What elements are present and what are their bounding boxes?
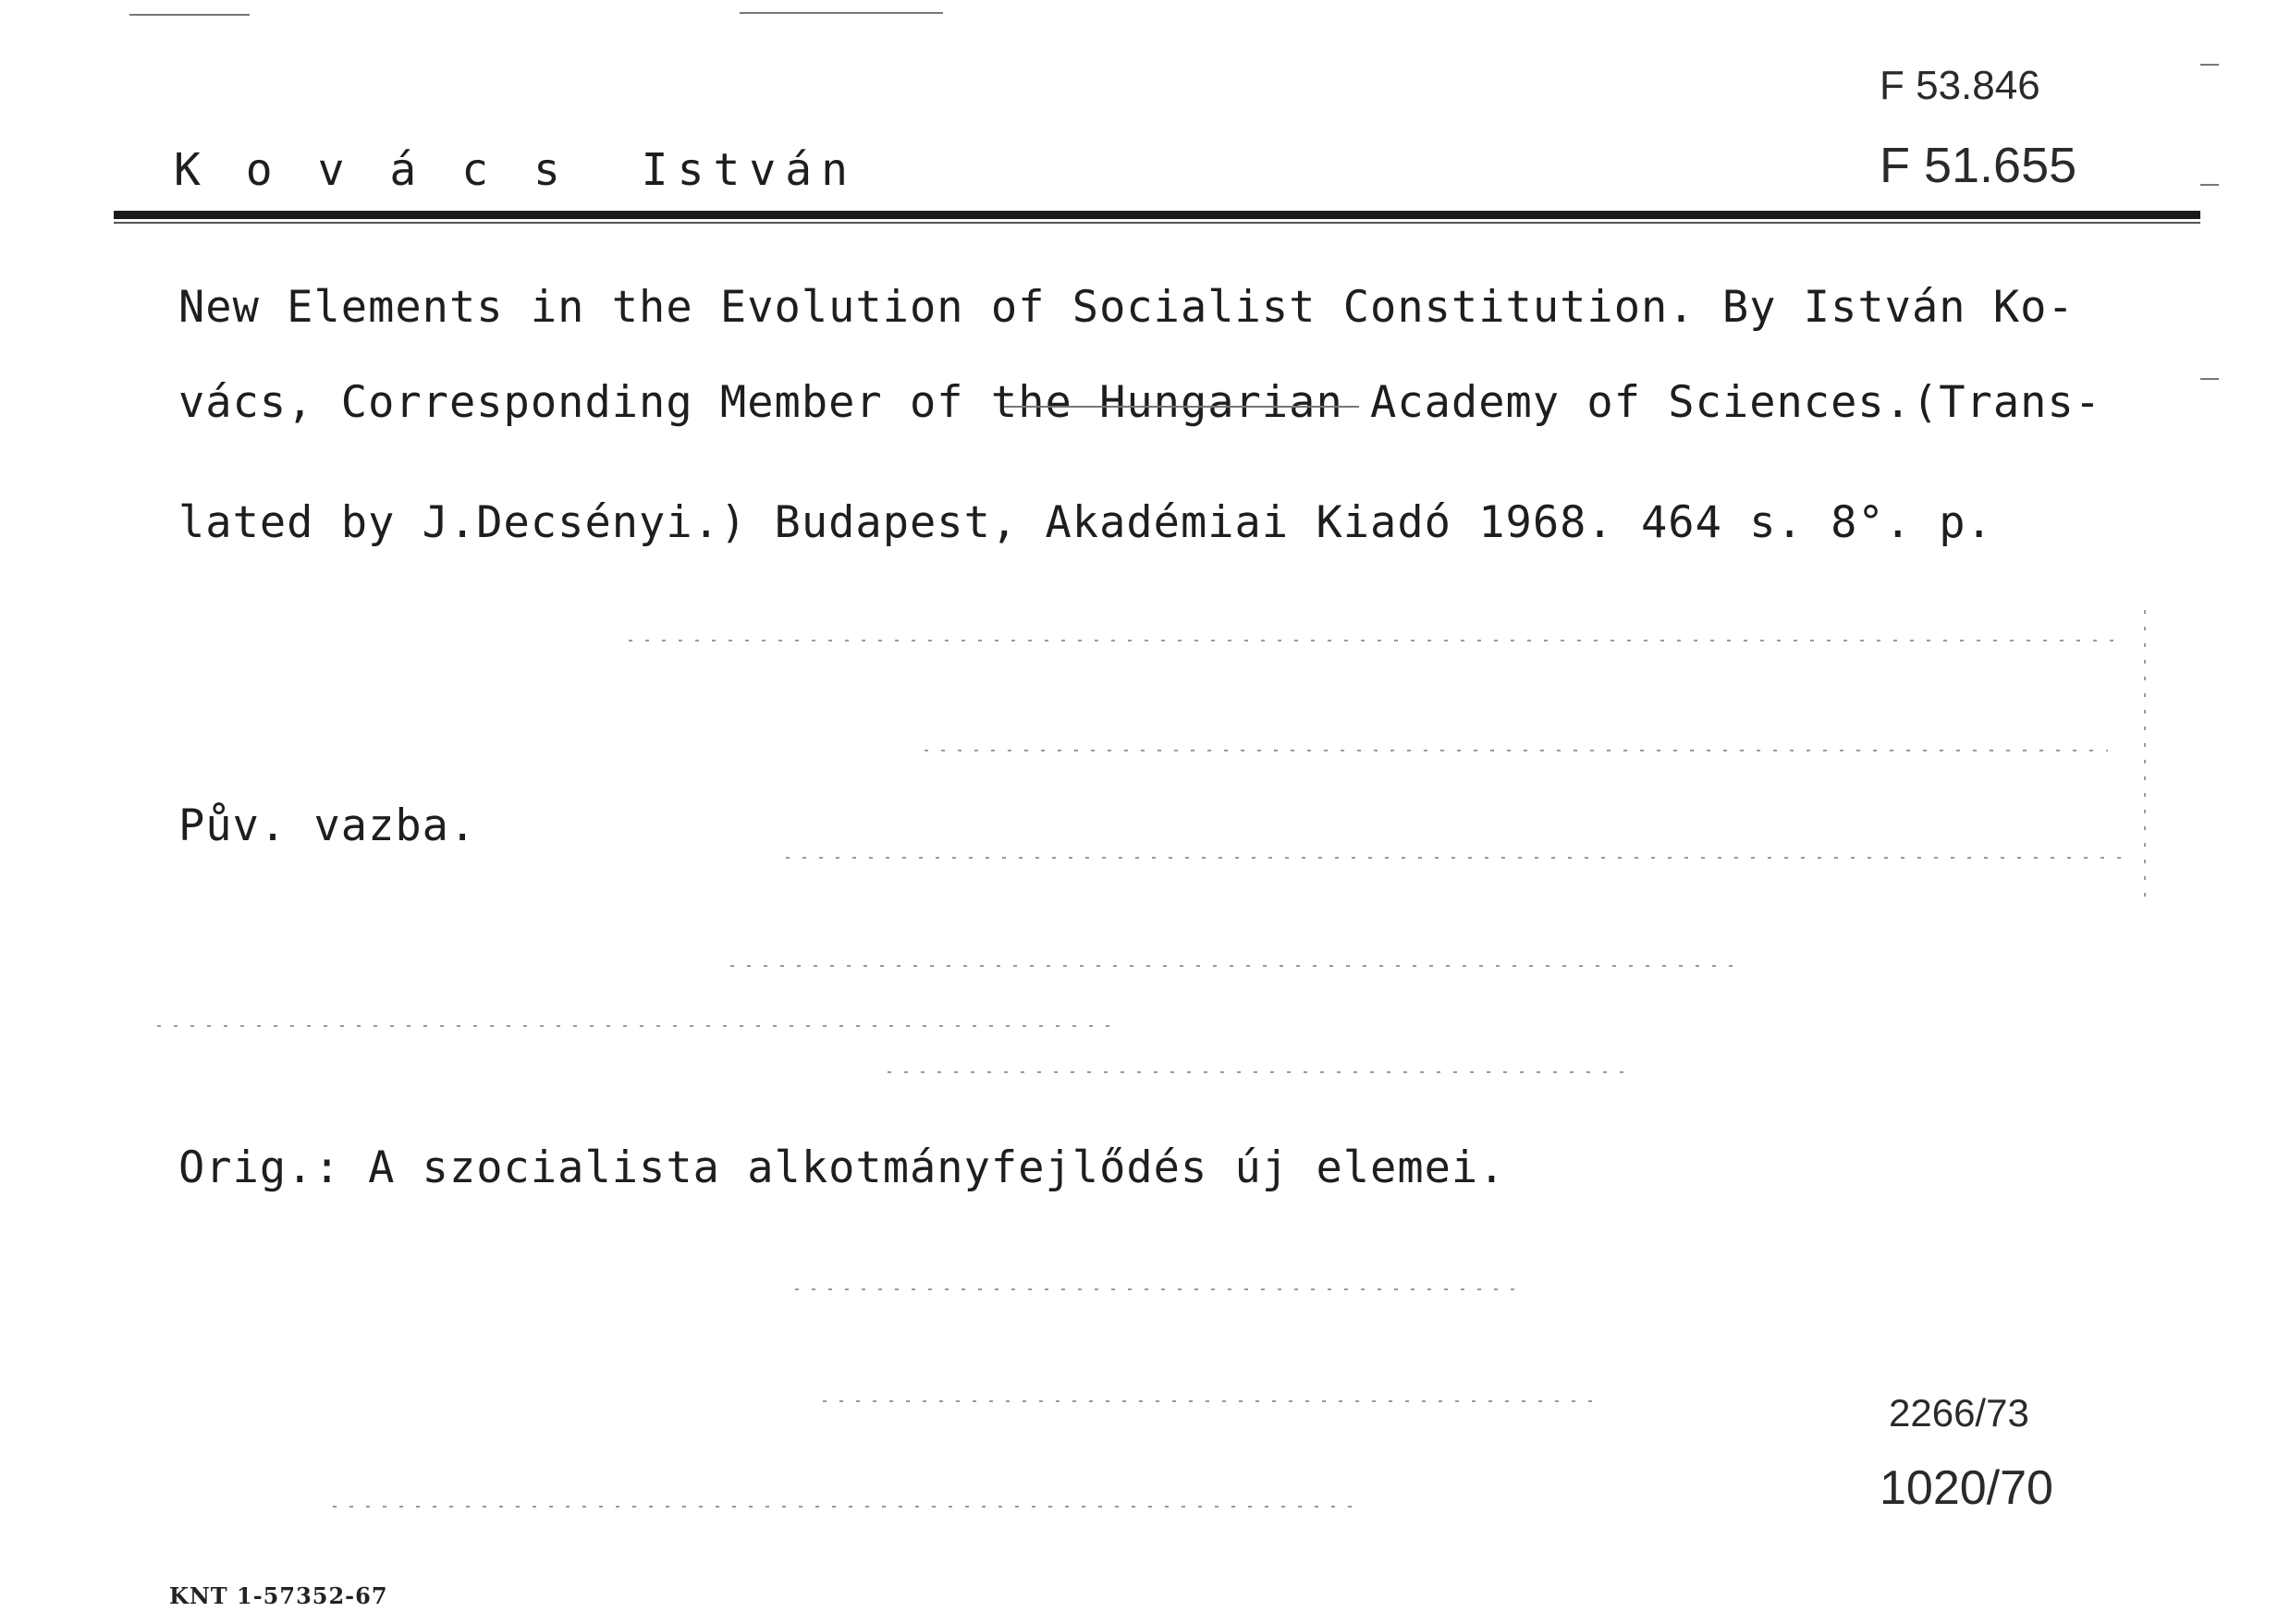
footer-code: KNT 1-57352-67 [169, 1582, 388, 1609]
binding-note: Pův. vazba. [178, 800, 477, 851]
author-heading: K o v á c s István [174, 144, 858, 196]
original-title: Orig.: A szocialista alkotmányfejlődés új elemei. [178, 1142, 1506, 1193]
call-number-2: F 51.655 [1880, 138, 2077, 193]
accession-number-2: 1020/70 [1880, 1461, 2053, 1515]
call-number-1: F 53.846 [1880, 63, 2040, 108]
bib-line-2: vács, Corresponding Member of the Hungarian Academy of Sciences.(Trans- [178, 377, 2102, 428]
accession-number-1: 2266/73 [1889, 1391, 2029, 1435]
bib-line-1: New Elements in the Evolution of Socialist Constitution. By István Ko- [178, 282, 2075, 333]
bib-line-3: lated by J.Decsényi.) Budapest, Akadémiai Kiadó 1968. 464 s. 8°. p. [178, 497, 1993, 548]
